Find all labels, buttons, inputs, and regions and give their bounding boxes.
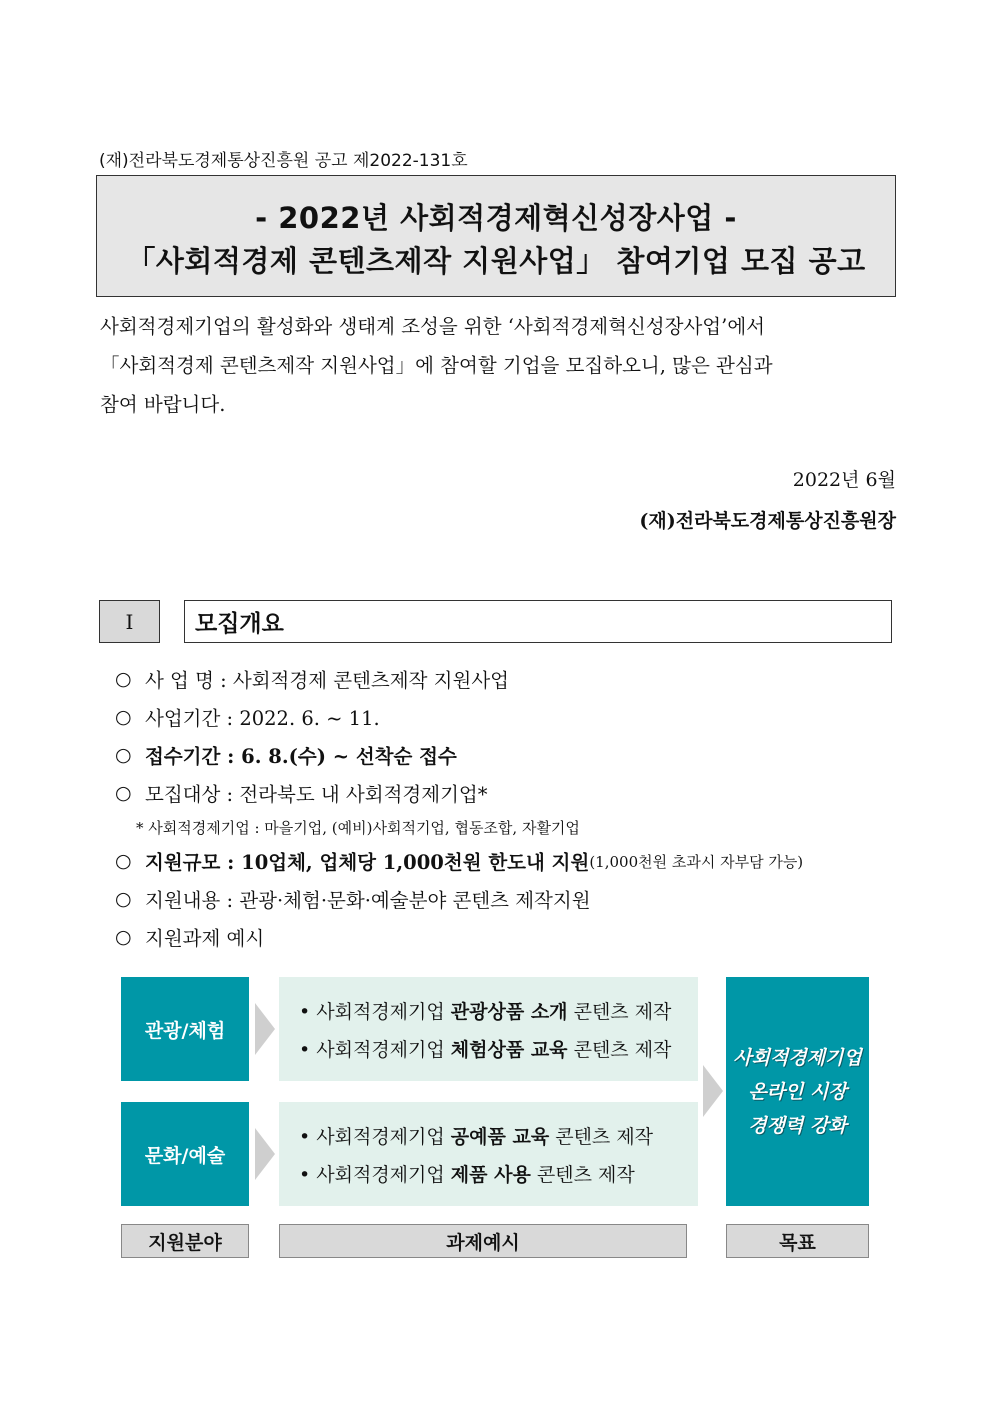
task-prefix: 사회적경제기업	[316, 1163, 451, 1186]
label-support-field: 지원분야	[121, 1224, 249, 1258]
notice-number: (재)전라북도경제통상진흥원 공고 제2022-131호	[99, 151, 468, 171]
item-text: 지원규모 : 10업체, 업체당 1,000천원 한도내 지원	[145, 851, 590, 874]
list-item	[115, 660, 905, 698]
section-number: Ⅰ	[99, 600, 160, 643]
item-text: 지원내용 : 관광·체험·문화·예술분야 콘텐츠 제작지원	[145, 889, 591, 912]
title-line-1: - 2022년 사회적경제혁신성장사업 -	[255, 201, 737, 235]
bullet-dot-icon: •	[299, 1163, 311, 1186]
circle-bullet-icon: ○	[115, 744, 132, 766]
chevron-right-icon	[255, 1128, 275, 1180]
issuer-name: (재)전라북도경제통상진흥원장	[639, 510, 896, 532]
task-suffix: 콘텐츠 제작	[549, 1125, 654, 1148]
task-emphasis: 공예품 교육	[450, 1125, 550, 1148]
label-task-examples: 과제예시	[279, 1224, 687, 1258]
task-suffix: 콘텐츠 제작	[567, 1038, 672, 1061]
label-goal: 목표	[726, 1224, 869, 1258]
intro-line-2: 「사회적경제 콘텐츠제작 지원사업」에 참여할 기업을 모집하오니, 많은 관심과	[100, 354, 773, 377]
task-suffix: 콘텐츠 제작	[567, 1000, 672, 1023]
item-text: 사 업 명 : 사회적경제 콘텐츠제작 지원사업	[145, 669, 509, 692]
chevron-right-icon	[255, 1003, 275, 1055]
task-prefix: 사회적경제기업	[316, 1125, 451, 1148]
circle-bullet-icon: ○	[115, 782, 132, 804]
item-text: 지원과제 예시	[145, 927, 265, 950]
task-box-tourism	[279, 977, 698, 1081]
task-prefix: 사회적경제기업	[316, 1038, 451, 1061]
bullet-dot-icon: •	[299, 1000, 311, 1023]
task-emphasis: 제품 사용	[450, 1163, 531, 1186]
list-item	[115, 842, 905, 880]
section-title: 모집개요	[184, 600, 892, 643]
task-item	[299, 1122, 698, 1149]
goal-line: 온라인 시장	[748, 1080, 847, 1103]
list-item	[115, 918, 905, 956]
announcement-date: 2022년 6월	[792, 469, 896, 491]
chevron-right-icon	[703, 1065, 723, 1117]
task-box-culture	[279, 1102, 698, 1206]
task-item	[299, 1035, 698, 1062]
circle-bullet-icon: ○	[115, 668, 132, 690]
circle-bullet-icon: ○	[115, 850, 132, 872]
task-suffix: 콘텐츠 제작	[530, 1163, 635, 1186]
bullet-dot-icon: •	[299, 1038, 311, 1061]
goal-line: 사회적경제기업	[733, 1046, 862, 1069]
intro-paragraph	[100, 307, 896, 424]
item-text: 접수기간 : 6. 8.(수) ~ 선착순 접수	[145, 745, 457, 768]
intro-line-1: 사회적경제기업의 활성화와 생태계 조성을 위한 ‘사회적경제혁신성장사업’에서	[100, 315, 766, 338]
circle-bullet-icon: ○	[115, 926, 132, 948]
task-item	[299, 997, 698, 1024]
list-item	[115, 736, 905, 774]
task-prefix: 사회적경제기업	[316, 1000, 451, 1023]
category-box-culture: 문화/예술	[121, 1102, 249, 1206]
category-box-tourism: 관광/체험	[121, 977, 249, 1081]
list-item	[115, 880, 905, 918]
task-emphasis: 체험상품 교육	[450, 1038, 568, 1061]
goal-box	[726, 977, 869, 1206]
circle-bullet-icon: ○	[115, 706, 132, 728]
bullet-dot-icon: •	[299, 1125, 311, 1148]
overview-list	[115, 660, 905, 956]
list-item	[115, 698, 905, 736]
goal-line: 경쟁력 강화	[748, 1114, 847, 1137]
item-text: 사업기간 : 2022. 6. ~ 11.	[145, 707, 380, 730]
footnote: * 사회적경제기업 : 마을기업, (예비)사회적기업, 협동조합, 자활기업	[136, 818, 580, 837]
item-suffix: (1,000천원 초과시 자부담 가능)	[589, 852, 804, 871]
title-box	[96, 175, 896, 297]
item-text: 모집대상 : 전라북도 내 사회적경제기업*	[145, 783, 488, 806]
task-item	[299, 1160, 698, 1187]
intro-line-3: 참여 바랍니다.	[100, 393, 226, 416]
task-emphasis: 관광상품 소개	[450, 1000, 568, 1023]
list-item	[115, 774, 905, 812]
title-line-2: 「사회적경제 콘텐츠제작 지원사업」 참여기업 모집 공고	[126, 244, 866, 278]
circle-bullet-icon: ○	[115, 888, 132, 910]
